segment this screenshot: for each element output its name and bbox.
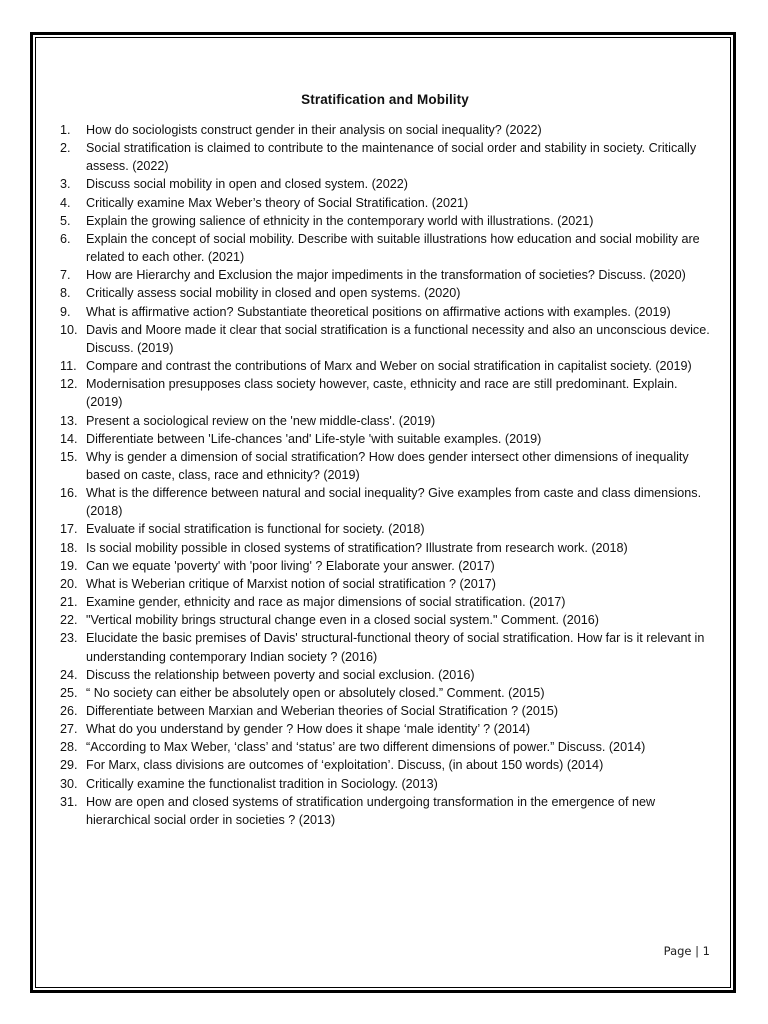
question-number: 27. [60, 722, 78, 737]
question-text: Examine gender, ethnicity and race as major dimensions of social stratification. (2017) [86, 595, 566, 610]
question-number: 19. [60, 558, 78, 573]
question-text: Why is gender a dimension of social stratification? How does gender intersect other dimensions of inequality based on caste, class, race and ethnicity? (2019) [86, 449, 689, 482]
question-item [60, 121, 710, 139]
question-text: Evaluate if social stratification is functional for society. (2018) [86, 522, 425, 537]
question-item [60, 303, 710, 321]
question-number: 24. [60, 667, 78, 682]
question-text: "Vertical mobility brings structural change even in a closed social system." Comment. (2016) [86, 613, 599, 628]
question-item [60, 666, 710, 684]
question-item [60, 484, 710, 520]
question-number: 1. [60, 123, 71, 137]
question-list [60, 121, 710, 829]
question-text: Explain the concept of social mobility. Describe with suitable illustrations how education and social mobility are related to each other. (2021) [86, 231, 700, 265]
question-item [60, 702, 710, 720]
question-item [60, 412, 710, 430]
question-item [60, 720, 710, 738]
question-number: 8. [60, 286, 71, 301]
question-item [60, 793, 710, 829]
question-number: 16. [60, 486, 78, 501]
question-text: What do you understand by gender ? How does it shape ‘male identity’ ? (2014) [86, 722, 531, 737]
question-item [60, 575, 710, 593]
question-number: 6. [60, 231, 71, 246]
question-item [60, 321, 710, 357]
question-text: Discuss social mobility in open and closed system. (2022) [86, 177, 408, 192]
question-item [60, 266, 710, 284]
question-text: What is affirmative action? Substantiate theoretical positions on affirmative actions with examples. (2019) [86, 304, 671, 319]
question-item [60, 139, 710, 175]
question-text: “ No society can either be absolutely open or absolutely closed.” Comment. (2015) [86, 685, 545, 700]
question-text: Explain the growing salience of ethnicity in the contemporary world with illustrations. (2021) [86, 213, 594, 228]
question-text: What is the difference between natural and social inequality? Give examples from caste and class dimensions. (2018) [86, 486, 702, 519]
question-text: For Marx, class divisions are outcomes of ‘exploitation’. Discuss, (in about 150 words) (2014) [86, 758, 604, 773]
question-text: Davis and Moore made it clear that social stratification is a functional necessity and also an unconscious device. Discuss. (2019) [86, 322, 710, 355]
question-number: 18. [60, 540, 78, 555]
question-item [60, 684, 710, 702]
question-text: Differentiate between Marxian and Weberian theories of Social Stratification ? (2015) [86, 704, 559, 718]
question-item [60, 611, 710, 629]
question-number: 30. [60, 776, 78, 791]
question-text: Modernisation presupposes class society however, caste, ethnicity and race are still predominant. Explain. (2019) [86, 377, 678, 410]
question-number: 28. [60, 740, 78, 755]
question-item [60, 539, 710, 557]
question-text: Elucidate the basic premises of Davis' structural-functional theory of social stratification. How far is it relevant in understanding contemporary Indian society ? (2016) [86, 631, 705, 664]
question-number: 29. [60, 758, 78, 773]
question-text: How are Hierarchy and Exclusion the major impediments in the transformation of societies? Discuss. (2020) [86, 268, 686, 283]
question-text: Is social mobility possible in closed systems of stratification? Illustrate from research work. (2018) [86, 540, 628, 555]
question-text: How are open and closed systems of stratification undergoing transformation in the emergence of new hierarchical social order in societies ? (2013) [86, 794, 656, 827]
question-number: 4. [60, 195, 71, 210]
question-number: 13. [60, 413, 78, 428]
question-text: Discuss the relationship between poverty and social exclusion. (2016) [86, 667, 475, 682]
question-item [60, 212, 710, 230]
question-number: 2. [60, 141, 71, 156]
question-number: 5. [60, 213, 71, 228]
question-text: Critically examine the functionalist tradition in Sociology. (2013) [86, 776, 438, 791]
question-item [60, 520, 710, 538]
question-number: 26. [60, 704, 78, 718]
question-text: Compare and contrast the contributions of Marx and Weber on social stratification in capitalist society. (2019) [86, 359, 692, 374]
question-text: “According to Max Weber, ‘class’ and ‘status’ are two different dimensions of power.” Discuss. (2014) [86, 740, 646, 755]
question-number: 9. [60, 304, 71, 319]
question-text: Critically assess social mobility in closed and open systems. (2020) [86, 286, 461, 301]
question-number: 7. [60, 268, 71, 283]
question-item [60, 593, 710, 611]
page-number: Page | 1 [663, 944, 710, 958]
question-number: 17. [60, 522, 78, 537]
question-item [60, 175, 710, 193]
page-title: Stratification and Mobility [301, 92, 469, 107]
question-item [60, 375, 710, 411]
question-number: 11. [60, 359, 77, 374]
question-item [60, 738, 710, 756]
question-item [60, 430, 710, 448]
question-item [60, 629, 710, 665]
question-item [60, 357, 710, 375]
question-number: 22. [60, 613, 78, 628]
question-number: 23. [60, 631, 78, 646]
document-body [60, 92, 710, 829]
question-item [60, 230, 710, 266]
question-item [60, 775, 710, 793]
question-number: 12. [60, 377, 78, 392]
question-item [60, 557, 710, 575]
question-text: Present a sociological review on the 'new middle-class'. (2019) [86, 413, 436, 428]
question-text: Critically examine Max Weber’s theory of Social Stratification. (2021) [86, 195, 469, 210]
question-text: Social stratification is claimed to contribute to the maintenance of social order and stability in society. Critically assess. (2022) [86, 141, 697, 174]
question-item [60, 194, 710, 212]
question-text: Can we equate 'poverty' with 'poor living' ? Elaborate your answer. (2017) [86, 558, 495, 573]
question-number: 3. [60, 177, 71, 192]
question-text: How do sociologists construct gender in their analysis on social inequality? (2022) [86, 123, 542, 137]
question-text: Differentiate between 'Life-chances 'and' Life-style 'with suitable examples. (2019) [86, 431, 542, 446]
question-item [60, 284, 710, 302]
question-number: 21. [60, 595, 78, 610]
question-number: 25. [60, 685, 78, 700]
question-item [60, 756, 710, 774]
question-number: 20. [60, 576, 78, 591]
question-number: 15. [60, 449, 78, 464]
question-number: 31. [60, 794, 78, 809]
question-number: 14. [60, 431, 78, 446]
question-number: 10. [60, 322, 78, 337]
question-text: What is Weberian critique of Marxist notion of social stratification ? (2017) [86, 576, 496, 591]
question-item [60, 448, 710, 484]
